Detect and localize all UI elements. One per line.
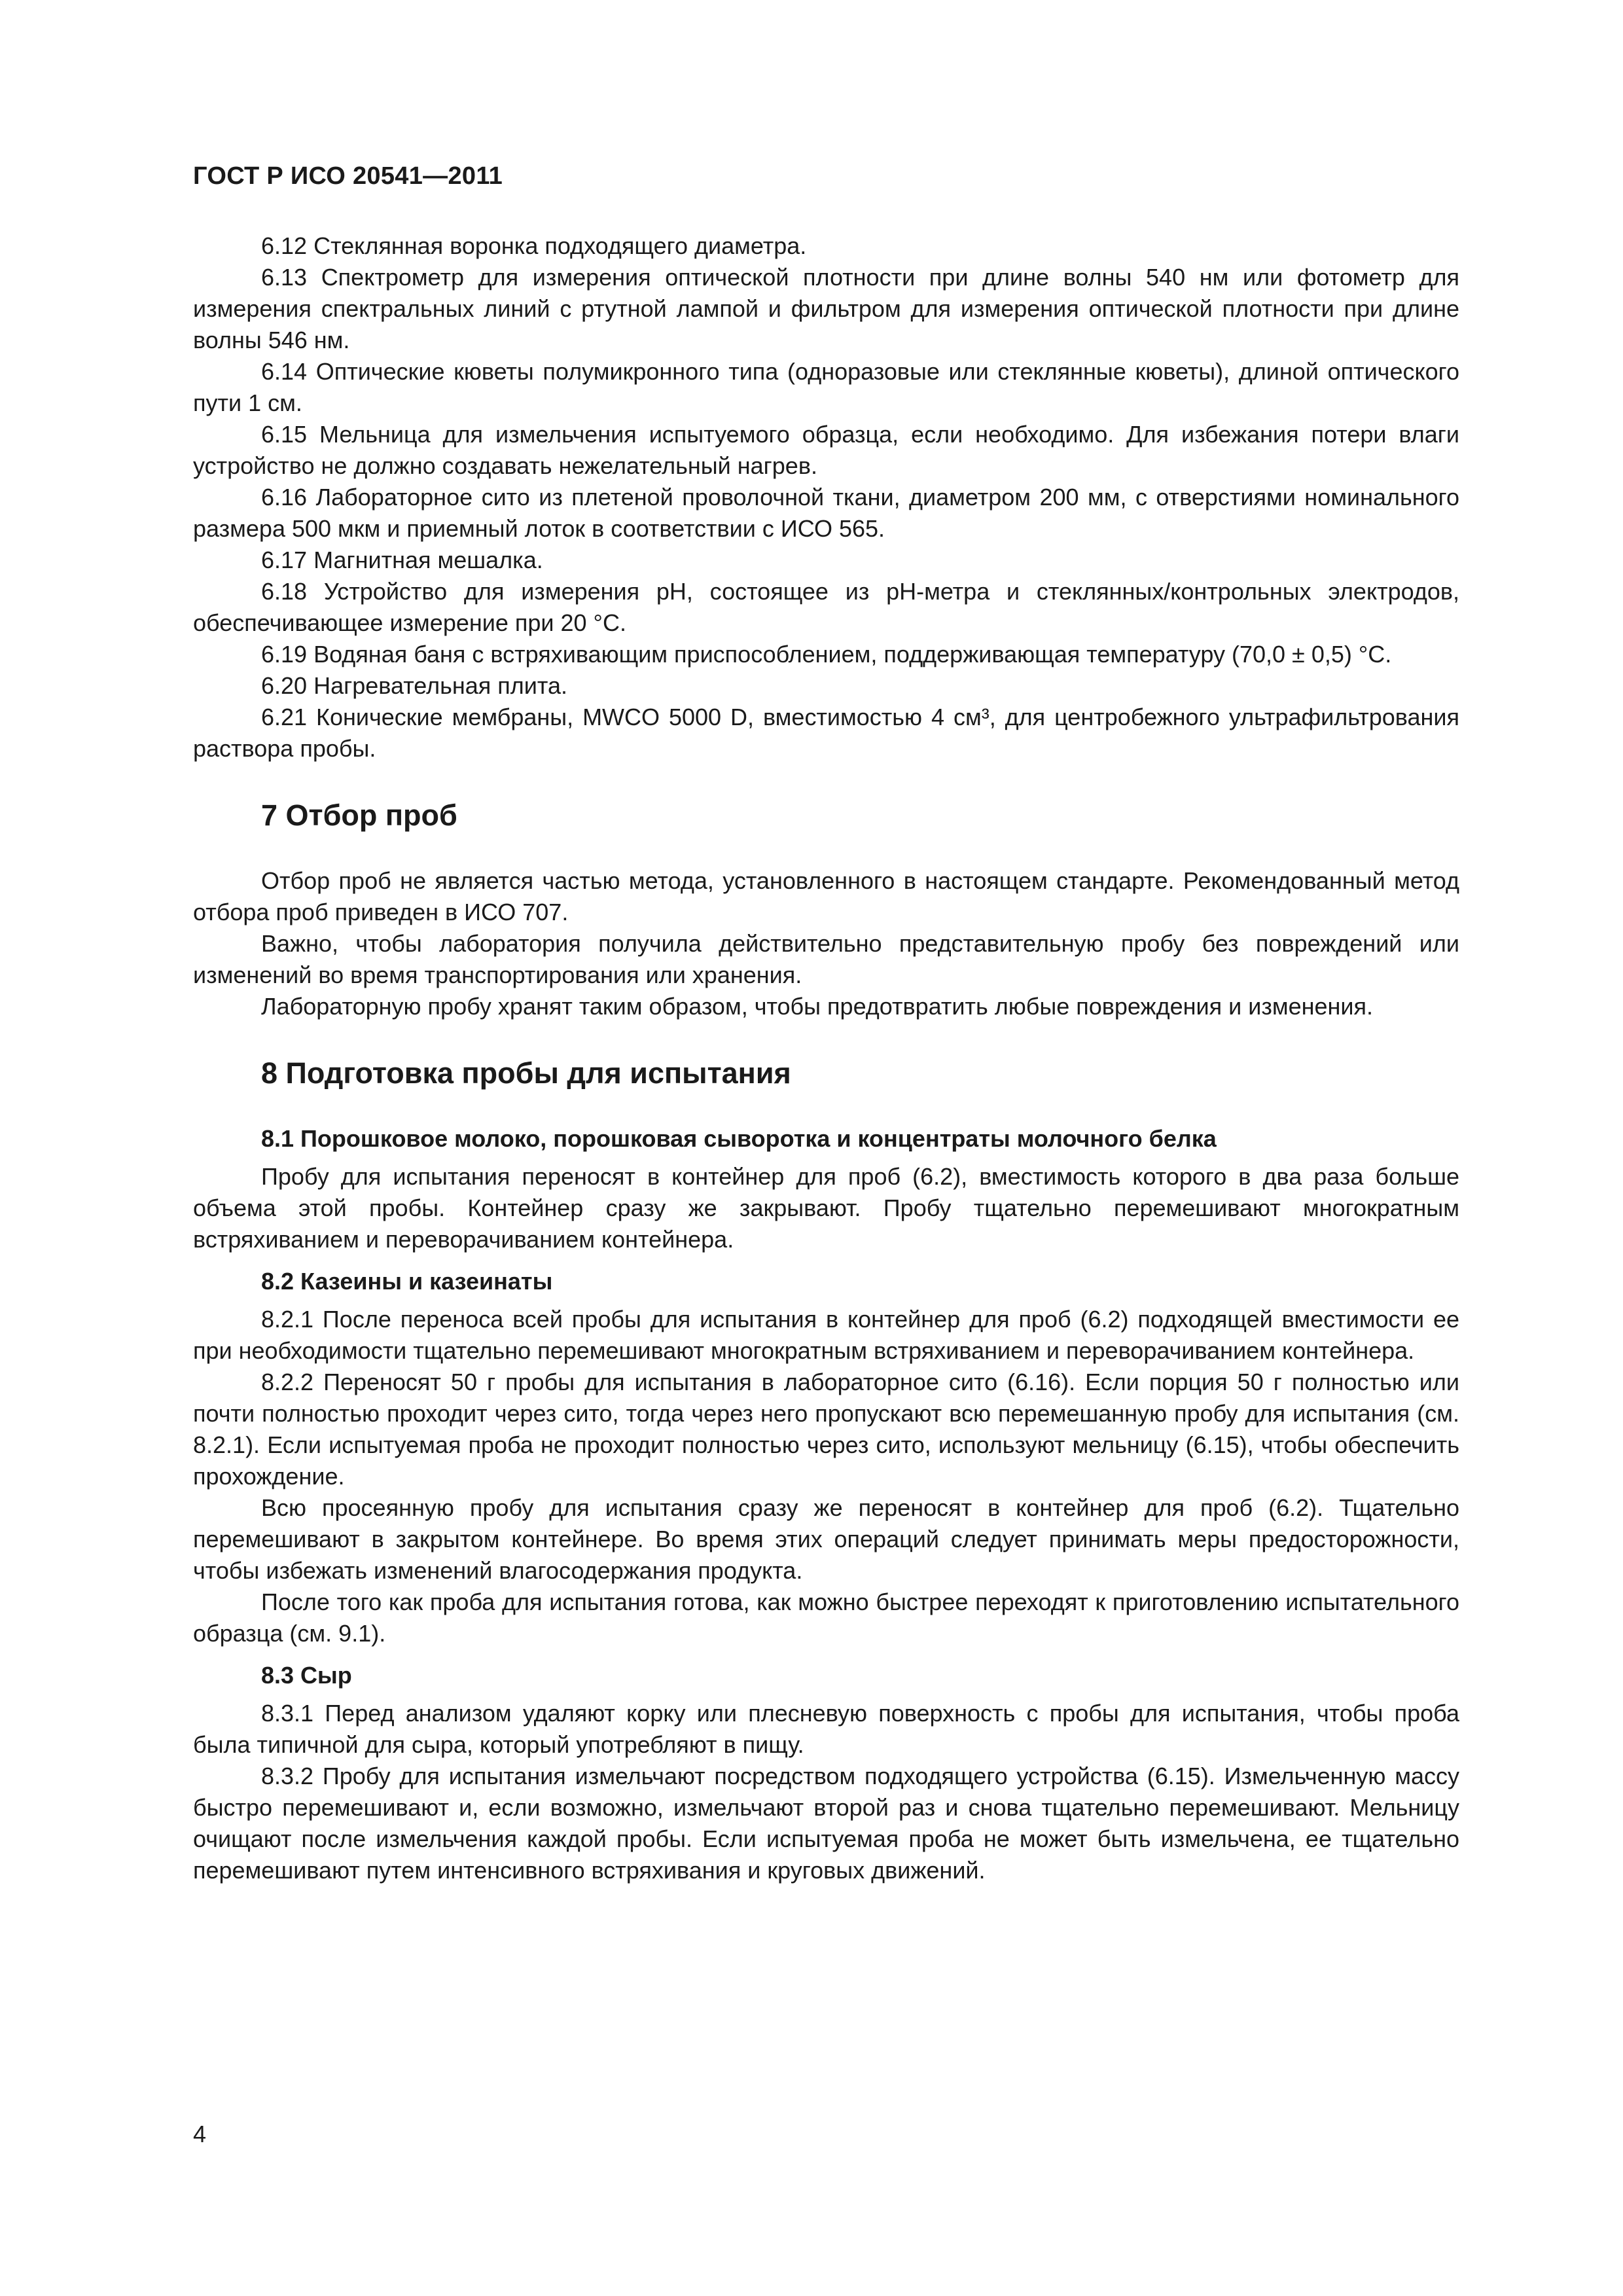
subsection-8-3-heading: 8.3 Сыр bbox=[261, 1662, 352, 1689]
section-7-paragraph: Отбор проб не является частью метода, установленного в настоящем стандарте. Рекомендованный метод отбора проб приведен в ИСО 707. bbox=[193, 867, 1459, 925]
subsection-8-2-paragraph: Всю просеянную пробу для испытания сразу же переносят в контейнер для проб (6.2). Тщательно перемешивают в закрытом контейнере. Во время этих операций следует принимать меры предосторожности, чтобы избежать изменений влагосодержания продукта. bbox=[193, 1494, 1459, 1584]
clause-6-13: 6.13 Спектрометр для измерения оптической плотности при длине волны 540 нм или фотометр для измерения спектральных линий с ртутной лампой и фильтром для измерения оптической плотности при длине волны 546 нм. bbox=[193, 264, 1459, 353]
clause-6-15: 6.15 Мельница для измельчения испытуемого образца, если необходимо. Для избежания потери влаги устройство не должно создавать нежелательный нагрев. bbox=[193, 421, 1459, 479]
clause-8-3-2: 8.3.2 Пробу для испытания измельчают посредством подходящего устройства (6.15). Измельченную массу быстро перемешивают и, если возможно, измельчают второй раз и снова тщательно перемешивают. Мельницу очищают после измельчения каждой пробы. Если испытуемая проба не может быть измельчена, ее тщательно перемешивают путем интенсивного встряхивания и круговых движений. bbox=[193, 1763, 1459, 1884]
clause-6-19: 6.19 Водяная баня с встряхивающим приспособлением, поддерживающая температуру (70,0 ± 0,5) °С. bbox=[261, 641, 1392, 668]
subsection-8-2-paragraph: После того как проба для испытания готова, как можно быстрее переходят к приготовлению испытательного образца (см. 9.1). bbox=[193, 1588, 1459, 1647]
clause-6-16: 6.16 Лабораторное сито из плетеной проволочной ткани, диаметром 200 мм, с отверстиями номинального размера 500 мкм и приемный лоток в соответствии с ИСО 565. bbox=[193, 484, 1459, 542]
page-number: 4 bbox=[193, 2121, 207, 2147]
section-7-heading: 7 Отбор проб bbox=[261, 798, 457, 832]
section-7-paragraph: Важно, чтобы лаборатория получила действительно представительную пробу без повреждений или изменений во время транспортирования или хранения. bbox=[193, 930, 1459, 988]
clause-6-14: 6.14 Оптические кюветы полумикронного типа (одноразовые или стеклянные кюветы), длиной оптического пути 1 см. bbox=[193, 358, 1459, 416]
clause-6-20: 6.20 Нагревательная плита. bbox=[261, 672, 567, 699]
clause-8-2-1: 8.2.1 После переноса всей пробы для испытания в контейнер для проб (6.2) подходящей вместимости ее при необходимости тщательно перемешивают многократным встряхиванием и переворачиванием контейнера. bbox=[193, 1306, 1459, 1364]
clause-8-3-1: 8.3.1 Перед анализом удаляют корку или плесневую поверхность с пробы для испытания, чтобы проба была типичной для сыра, который употребляют в пищу. bbox=[193, 1700, 1459, 1758]
subsection-8-1-heading: 8.1 Порошковое молоко, порошковая сыворотка и концентраты молочного белка bbox=[261, 1125, 1217, 1152]
clause-6-21: 6.21 Конические мембраны, MWCO 5000 D, вместимостью 4 см³, для центробежного ультрафильтрования раствора пробы. bbox=[193, 704, 1459, 762]
section-8-heading: 8 Подготовка пробы для испытания bbox=[261, 1056, 791, 1090]
section-7-paragraph: Лабораторную пробу хранят таким образом, чтобы предотвратить любые повреждения и изменения. bbox=[261, 993, 1374, 1020]
document-body bbox=[193, 230, 1459, 1886]
clause-6-18: 6.18 Устройство для измерения pH, состоящее из pH-метра и стеклянных/контрольных электродов, обеспечивающее измерение при 20 °С. bbox=[193, 578, 1459, 636]
subsection-8-1-paragraph: Пробу для испытания переносят в контейнер для проб (6.2), вместимость которого в два раза больше объема этой пробы. Контейнер сразу же закрывают. Пробу тщательно перемешивают многократным встряхиванием и переворачиванием контейнера. bbox=[193, 1163, 1459, 1253]
clause-6-12: 6.12 Стеклянная воронка подходящего диаметра. bbox=[261, 232, 807, 259]
subsection-8-2-heading: 8.2 Казеины и казеинаты bbox=[261, 1268, 553, 1295]
clause-8-2-2: 8.2.2 Переносят 50 г пробы для испытания в лабораторное сито (6.16). Если порция 50 г полностью или почти полностью проходит через сито, тогда через него пропускают всю перемешанную пробу для испытания (см. 8.2.1). Если испытуемая проба не проходит полностью через сито, используют мельницу (6.15), чтобы обеспечить прохождение. bbox=[193, 1369, 1459, 1490]
document-code-header: ГОСТ Р ИСО 20541—2011 bbox=[193, 162, 503, 190]
clause-6-17: 6.17 Магнитная мешалка. bbox=[261, 547, 543, 573]
